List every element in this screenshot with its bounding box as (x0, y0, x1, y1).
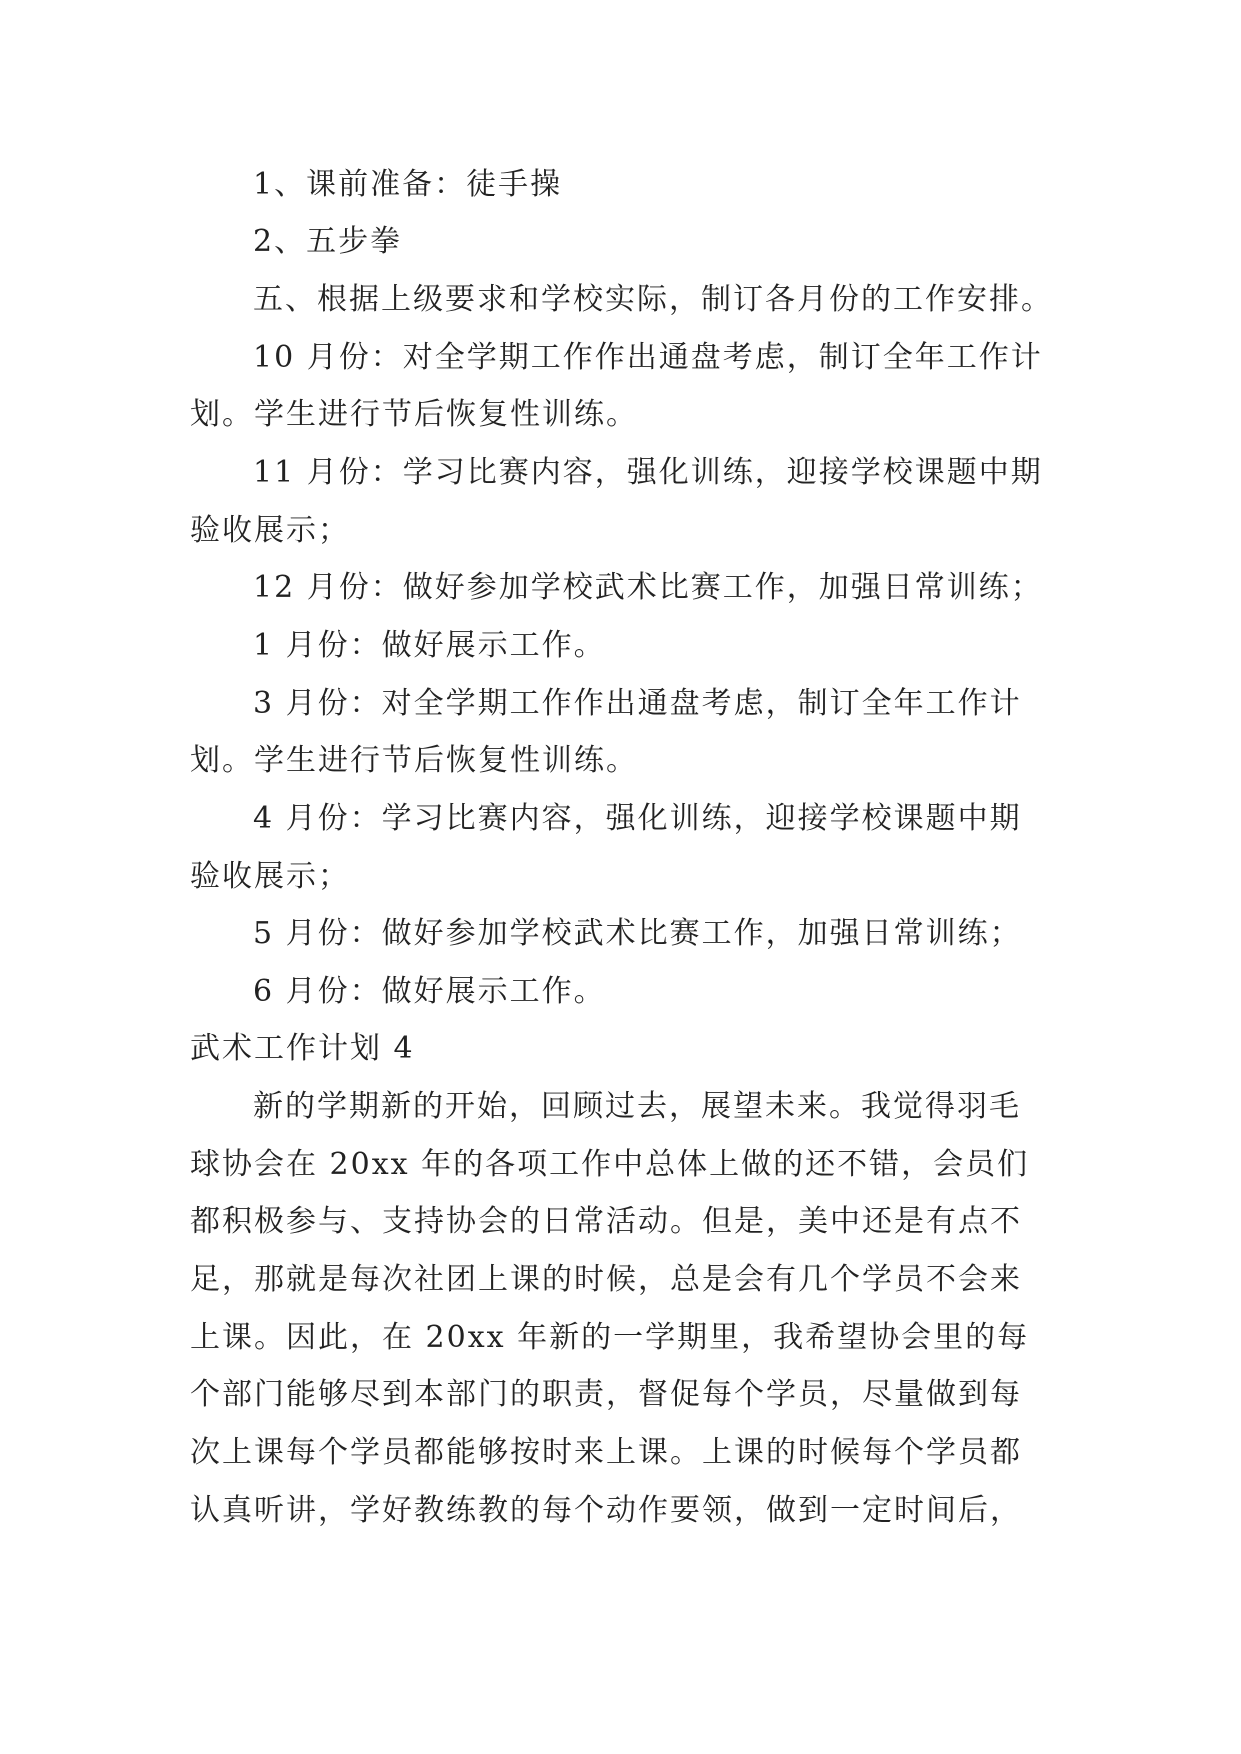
section-title-4: 武术工作计划 4 (190, 1031, 415, 1066)
paragraph-oct-line-1: 10 月份：对全学期工作作出通盘考虑，制订全年工作计 (253, 340, 1043, 375)
section-heading-5: 五、根据上级要求和学校实际，制订各月份的工作安排。 (253, 282, 1053, 317)
body-paragraph-line-7: 次上课每个学员都能够按时来上课。上课的时候每个学员都 (190, 1435, 1022, 1470)
body-paragraph-line-4: 足，那就是每次社团上课的时候，总是会有几个学员不会来 (190, 1262, 1022, 1297)
paragraph-may: 5 月份：做好参加学校武术比赛工作，加强日常训练； (253, 916, 1022, 951)
paragraph-dec: 12 月份：做好参加学校武术比赛工作，加强日常训练； (253, 570, 1043, 605)
paragraph-jun: 6 月份：做好展示工作。 (253, 974, 606, 1009)
body-paragraph-line-3: 都积极参与、支持协会的日常活动。但是，美中还是有点不 (190, 1204, 1022, 1239)
paragraph-mar-line-2: 划。学生进行节后恢复性训练。 (190, 743, 638, 778)
body-paragraph-line-6: 个部门能够尽到本部门的职责，督促每个学员，尽量做到每 (190, 1377, 1022, 1412)
body-paragraph-line-5: 上课。因此，在 20xx 年新的一学期里，我希望协会里的每 (190, 1320, 1030, 1355)
paragraph-nov-line-1: 11 月份：学习比赛内容，强化训练，迎接学校课题中期 (253, 455, 1043, 490)
body-paragraph-line-2: 球协会在 20xx 年的各项工作中总体上做的还不错，会员们 (190, 1147, 1030, 1182)
list-item-2: 2、五步拳 (253, 224, 403, 259)
body-paragraph-line-8: 认真听讲，学好教练教的每个动作要领，做到一定时间后， (190, 1493, 1022, 1528)
paragraph-apr-line-1: 4 月份：学习比赛内容，强化训练，迎接学校课题中期 (253, 801, 1022, 836)
paragraph-jan: 1 月份：做好展示工作。 (253, 628, 606, 663)
paragraph-nov-line-2: 验收展示； (190, 513, 350, 548)
list-item-1: 1、课前准备：徒手操 (253, 167, 563, 202)
paragraph-apr-line-2: 验收展示； (190, 859, 350, 894)
paragraph-mar-line-1: 3 月份：对全学期工作作出通盘考虑，制订全年工作计 (253, 686, 1022, 721)
paragraph-oct-line-2: 划。学生进行节后恢复性训练。 (190, 397, 638, 432)
body-paragraph-line-1: 新的学期新的开始，回顾过去，展望未来。我觉得羽毛 (253, 1089, 1021, 1124)
